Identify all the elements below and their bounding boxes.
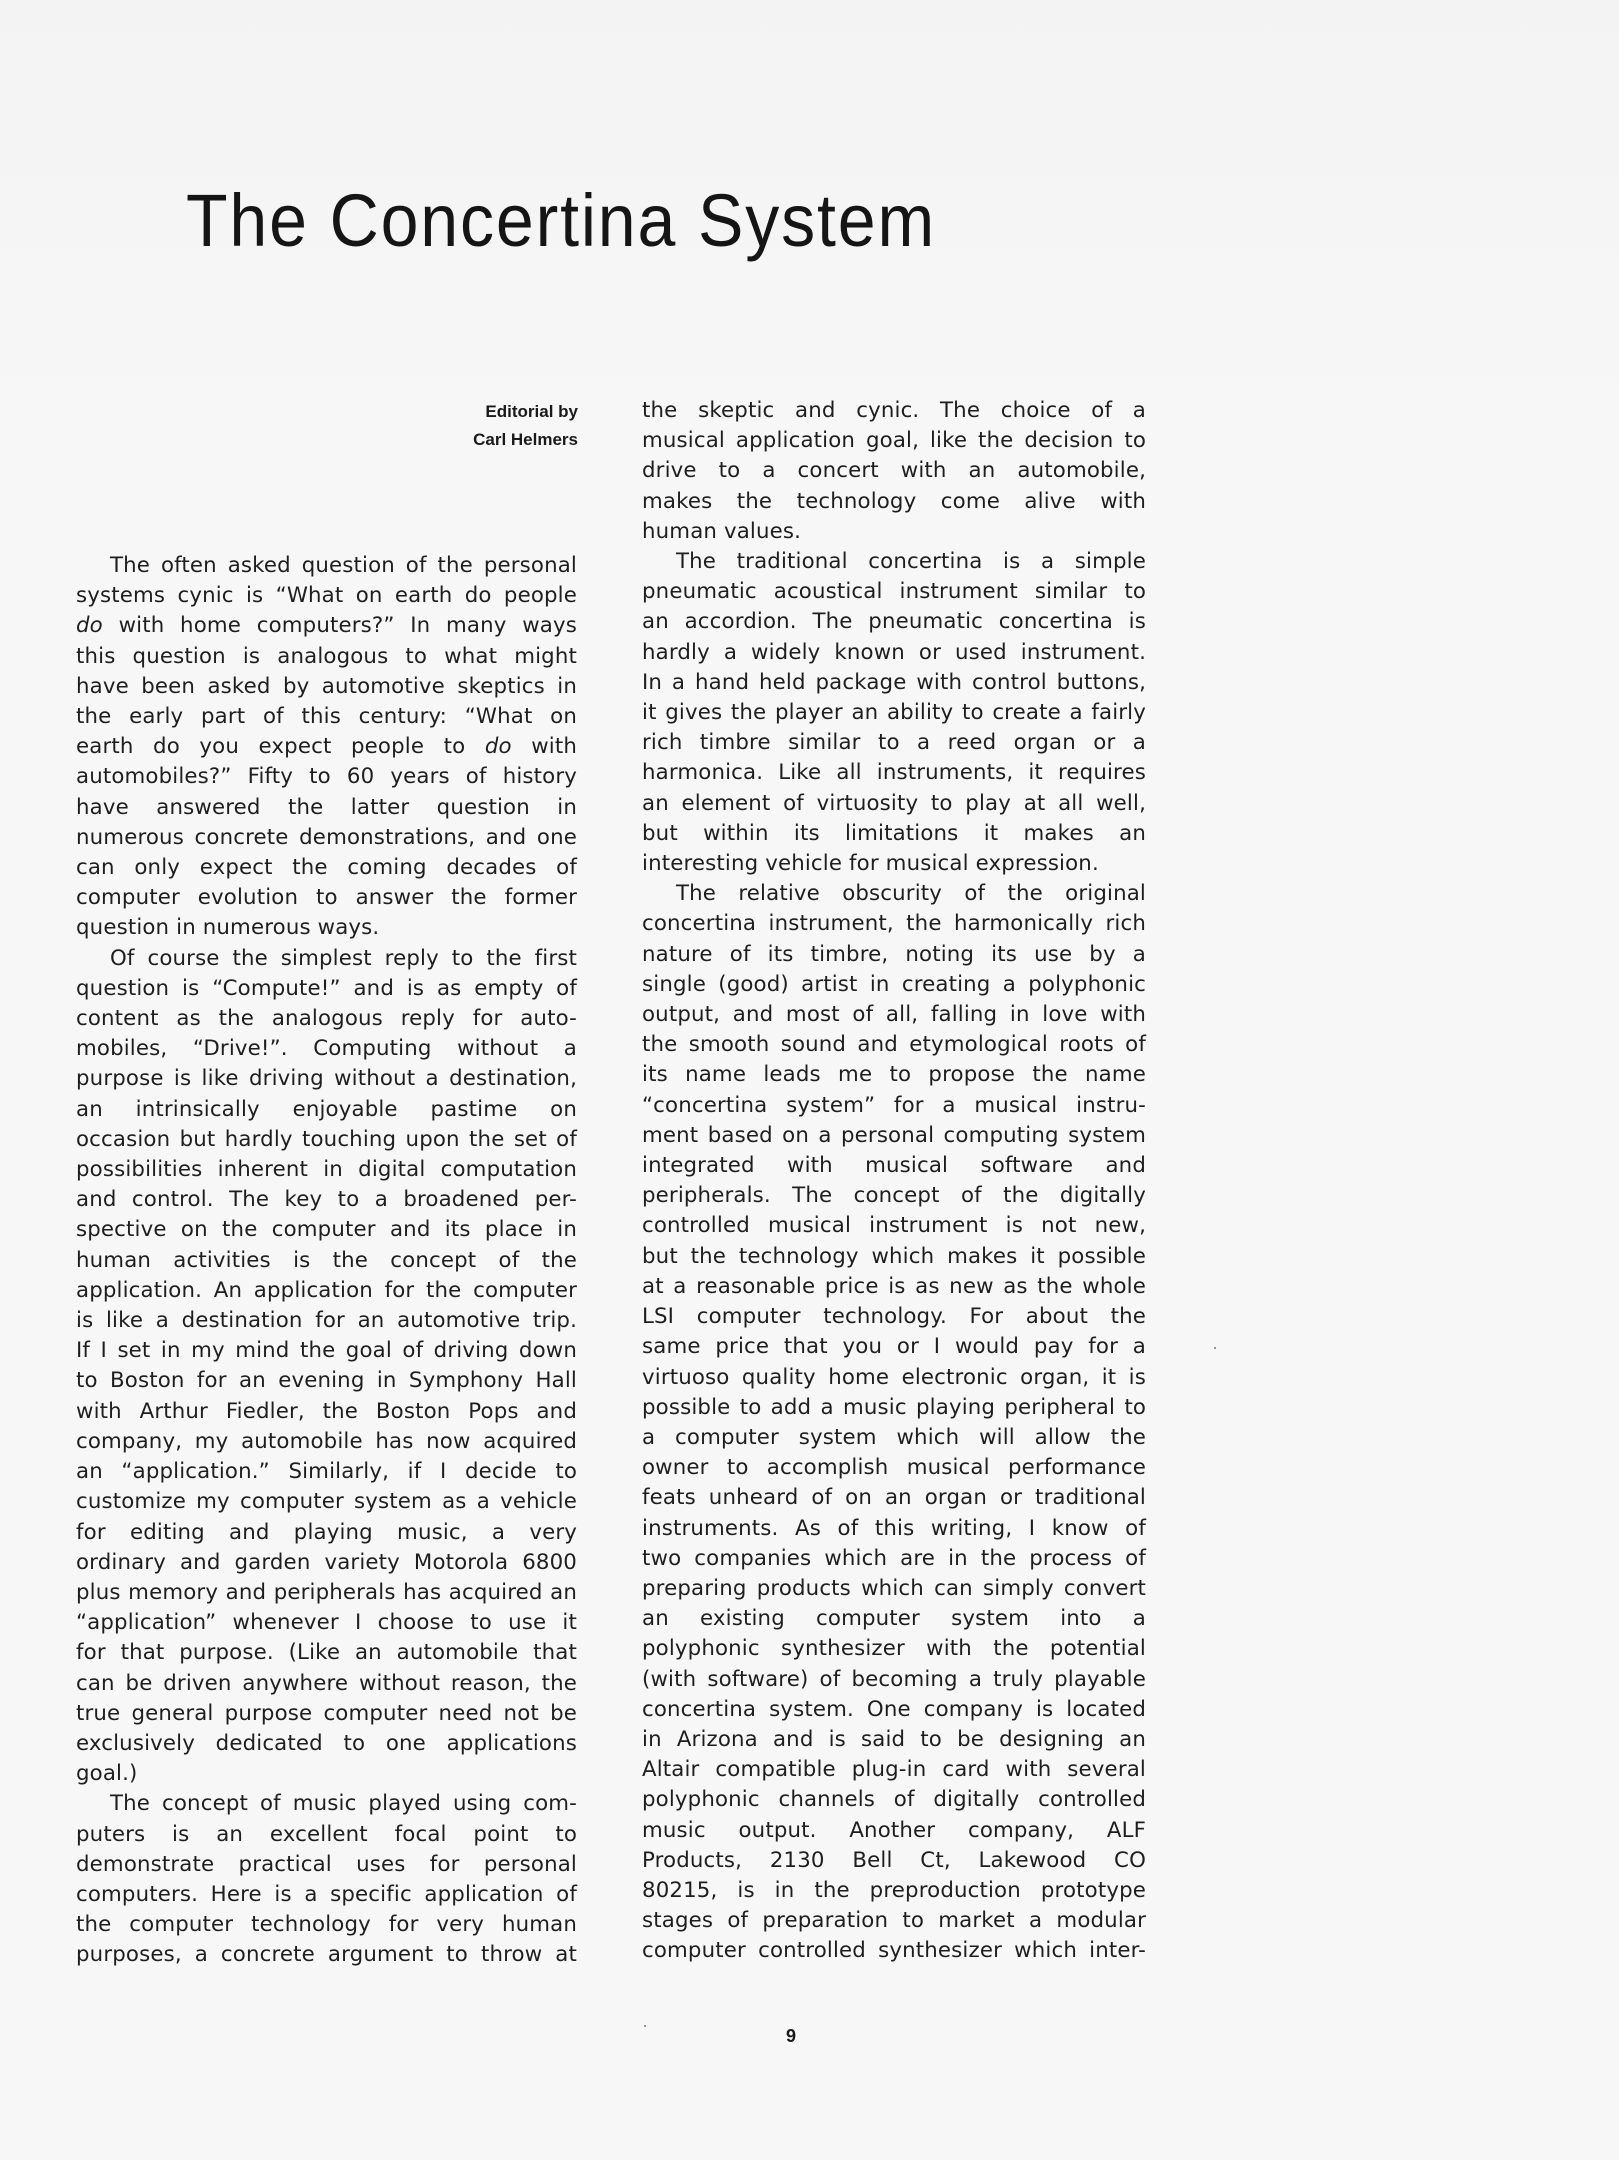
text-line: mobiles, “Drive!”. Computing without a bbox=[76, 1036, 577, 1062]
text-line: do with home computers?” In many ways bbox=[76, 613, 577, 639]
right-column bbox=[642, 396, 1146, 1967]
text-line: human values. bbox=[642, 518, 802, 544]
text-line: purposes, a concrete argument to throw at bbox=[76, 1942, 577, 1968]
text-line: harmonica. Like all instruments, it requires bbox=[642, 760, 1146, 786]
text-line: customize my computer system as a vehicle bbox=[76, 1489, 577, 1515]
text-line: The relative obscurity of the original bbox=[676, 881, 1146, 907]
text-line: polyphonic channels of digitally controlled bbox=[642, 1787, 1146, 1813]
text-line: computers. Here is a specific application of bbox=[76, 1881, 577, 1907]
text-line: can be driven anywhere without reason, the bbox=[76, 1670, 577, 1696]
text-line: spective on the computer and its place in bbox=[76, 1217, 577, 1243]
byline-label: Editorial by bbox=[485, 402, 578, 421]
text-line: plus memory and peripherals has acquired an bbox=[76, 1579, 577, 1605]
text-line: two companies which are in the process of bbox=[642, 1545, 1146, 1571]
text-line: but within its limitations it makes an bbox=[642, 820, 1146, 846]
text-line: question in numerous ways. bbox=[76, 915, 380, 941]
text-line: ordinary and garden variety Motorola 6800 bbox=[76, 1549, 577, 1575]
article-title: The Concertina System bbox=[186, 179, 937, 262]
text-line: puters is an excellent focal point to bbox=[76, 1821, 577, 1847]
text-line: and control. The key to a broadened per- bbox=[76, 1187, 577, 1213]
text-line: an accordion. The pneumatic concertina is bbox=[642, 609, 1146, 635]
text-line: the computer technology for very human bbox=[76, 1912, 577, 1938]
text-line: the early part of this century: “What on bbox=[76, 704, 577, 730]
text-line: demonstrate practical uses for personal bbox=[76, 1851, 577, 1877]
text-line: have been asked by automotive skeptics in bbox=[76, 673, 577, 699]
text-line: ment based on a personal computing system bbox=[642, 1122, 1146, 1148]
text-line: output, and most of all, falling in love with bbox=[642, 1002, 1146, 1028]
text-line: a computer system which will allow the bbox=[642, 1424, 1146, 1450]
text-line: question is “Compute!” and is as empty of bbox=[76, 975, 577, 1001]
text-line: numerous concrete demonstrations, and one bbox=[76, 824, 577, 850]
text-line: content as the analogous reply for auto- bbox=[76, 1006, 577, 1032]
text-line: an intrinsically enjoyable pastime on bbox=[76, 1096, 577, 1122]
text-line: computer evolution to answer the former bbox=[76, 885, 577, 911]
text-line: integrated with musical software and bbox=[642, 1153, 1146, 1179]
text-line: owner to accomplish musical performance bbox=[642, 1455, 1146, 1481]
text-line: for editing and playing music, a very bbox=[76, 1519, 577, 1545]
text-line: exclusively dedicated to one applications bbox=[76, 1730, 577, 1756]
text-line: it gives the player an ability to create a fairly bbox=[642, 700, 1146, 726]
text-line: In a hand held package with control buttons, bbox=[642, 669, 1146, 695]
text-line: possible to add a music playing peripheral to bbox=[642, 1394, 1146, 1420]
text-line: concertina instrument, the harmonically rich bbox=[642, 911, 1146, 937]
text-line: hardly a widely known or used instrument. bbox=[642, 639, 1146, 665]
text-line: “concertina system” for a musical instru- bbox=[642, 1092, 1146, 1118]
text-line: systems cynic is “What on earth do people bbox=[76, 583, 577, 609]
text-line: stages of preparation to market a modular bbox=[642, 1908, 1146, 1934]
text-line: possibilities inherent in digital computation bbox=[76, 1157, 577, 1183]
text-line: true general purpose computer need not be bbox=[76, 1700, 577, 1726]
byline-author: Carl Helmers bbox=[473, 430, 578, 449]
text-line: have answered the latter question in bbox=[76, 794, 577, 820]
text-line: an element of virtuosity to play at all well, bbox=[642, 790, 1146, 816]
left-column bbox=[76, 551, 577, 1971]
text-line: with Arthur Fiedler, the Boston Pops and bbox=[76, 1398, 577, 1424]
text-line: but the technology which makes it possible bbox=[642, 1243, 1146, 1269]
text-line: is like a destination for an automotive trip. bbox=[76, 1308, 577, 1334]
text-line: application. An application for the computer bbox=[76, 1277, 577, 1303]
text-line: “application” whenever I choose to use it bbox=[76, 1610, 577, 1636]
text-line: 80215, is in the preproduction prototype bbox=[642, 1877, 1146, 1903]
text-line: instruments. As of this writing, I know of bbox=[642, 1515, 1146, 1541]
text-line: purpose is like driving without a destination, bbox=[76, 1066, 577, 1092]
text-line: at a reasonable price is as new as the whole bbox=[642, 1273, 1146, 1299]
text-line: feats unheard of on an organ or traditional bbox=[642, 1485, 1146, 1511]
text-line: The traditional concertina is a simple bbox=[676, 549, 1146, 575]
text-line: goal.) bbox=[76, 1761, 138, 1787]
byline bbox=[380, 398, 578, 454]
text-line: this question is analogous to what might bbox=[76, 643, 577, 669]
text-line: Of course the simplest reply to the first bbox=[110, 945, 577, 971]
text-line: company, my automobile has now acquired bbox=[76, 1428, 577, 1454]
text-line: makes the technology come alive with bbox=[642, 488, 1146, 514]
text-line: pneumatic acoustical instrument similar to bbox=[642, 579, 1146, 605]
text-line: single (good) artist in creating a polyphonic bbox=[642, 971, 1146, 997]
text-line: The often asked question of the personal bbox=[110, 553, 577, 578]
text-line: interesting vehicle for musical expression. bbox=[642, 851, 1099, 877]
text-line: automobiles?” Fifty to 60 years of history bbox=[76, 764, 577, 790]
text-line: same price that you or I would pay for a bbox=[642, 1334, 1146, 1360]
text-line: earth do you expect people to do with bbox=[76, 734, 578, 760]
text-line: LSI computer technology. For about the bbox=[642, 1304, 1146, 1330]
text-line: drive to a concert with an automobile, bbox=[642, 458, 1146, 484]
text-line: concertina system. One company is located bbox=[642, 1696, 1146, 1722]
text-line: If I set in my mind the goal of driving down bbox=[76, 1338, 577, 1364]
text-line: nature of its timbre, noting its use by a bbox=[642, 941, 1146, 967]
text-line: polyphonic synthesizer with the potential bbox=[642, 1636, 1146, 1662]
text-line: peripherals. The concept of the digitally bbox=[642, 1183, 1146, 1209]
text-line: musical application goal, like the decision to bbox=[642, 428, 1146, 454]
scan-speck bbox=[644, 2025, 646, 2027]
text-line: controlled musical instrument is not new, bbox=[642, 1213, 1146, 1239]
text-line: can only expect the coming decades of bbox=[76, 855, 577, 881]
text-line: an “application.” Similarly, if I decide to bbox=[76, 1459, 577, 1485]
text-line: (with software) of becoming a truly playable bbox=[642, 1666, 1146, 1692]
text-line: music output. Another company, ALF bbox=[642, 1817, 1146, 1843]
text-line: its name leads me to propose the name bbox=[642, 1062, 1146, 1088]
text-line: to Boston for an evening in Symphony Hall bbox=[76, 1368, 577, 1394]
text-line: virtuoso quality home electronic organ, it is bbox=[642, 1364, 1146, 1390]
text-line: the skeptic and cynic. The choice of a bbox=[642, 398, 1146, 423]
text-line: computer controlled synthesizer which inter- bbox=[642, 1938, 1146, 1964]
text-line: Products, 2130 Bell Ct, Lakewood CO bbox=[642, 1847, 1146, 1873]
text-line: rich timbre similar to a reed organ or a bbox=[642, 730, 1146, 756]
text-line: in Arizona and is said to be designing an bbox=[642, 1726, 1146, 1752]
text-line: preparing products which can simply convert bbox=[642, 1575, 1146, 1601]
text-line: an existing computer system into a bbox=[642, 1606, 1146, 1632]
page-number: 9 bbox=[786, 2026, 797, 2046]
text-line: for that purpose. (Like an automobile that bbox=[76, 1640, 577, 1666]
text-line: Altair compatible plug-in card with several bbox=[642, 1757, 1146, 1783]
text-line: human activities is the concept of the bbox=[76, 1247, 577, 1273]
scan-speck bbox=[1214, 1347, 1216, 1349]
text-line: The concept of music played using com- bbox=[110, 1791, 577, 1817]
text-line: occasion but hardly touching upon the set of bbox=[76, 1126, 577, 1152]
text-line: the smooth sound and etymological roots of bbox=[642, 1032, 1146, 1058]
